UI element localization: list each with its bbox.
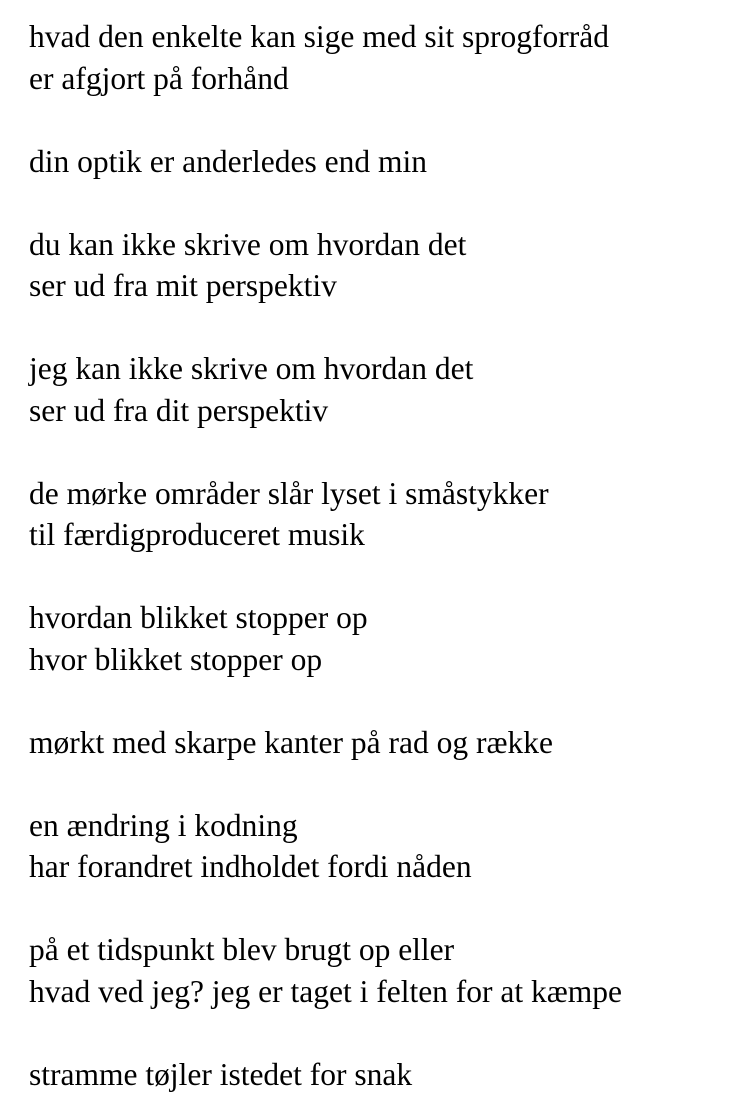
stanza (29, 473, 729, 556)
poem-line: en ændring i kodning (29, 807, 298, 843)
poem-line: din optik er anderledes end min (29, 143, 428, 179)
poem-line: på et tidspunkt blev brugt op eller (29, 932, 455, 967)
stanza (29, 1054, 729, 1096)
stanza (29, 348, 729, 431)
poem-line: hvordan blikket stopper op (29, 600, 368, 635)
poem-line: hvad den enkelte kan sige med sit sprogforråd (29, 19, 609, 54)
poem-line: er afgjort på forhånd (29, 60, 289, 96)
poem-line: mørkt med skarpe kanter på rad og række (29, 724, 553, 760)
stanza (29, 805, 729, 888)
poem-line: jeg kan ikke skrive om hvordan det (29, 351, 474, 386)
poem-line: stramme tøjler istedet for snak (29, 1056, 413, 1092)
stanza (29, 224, 729, 307)
poem-line: de mørke områder slår lyset i småstykker (29, 475, 549, 511)
poem-line: hvad ved jeg? jeg er taget i felten for at kæmpe (29, 973, 623, 1009)
stanza (29, 141, 729, 183)
poem-line: ser ud fra mit perspektiv (29, 268, 337, 303)
stanza (29, 597, 729, 680)
poem-line: ser ud fra dit perspektiv (29, 392, 329, 428)
poem-text (29, 16, 729, 1095)
poem-line: har forandret indholdet fordi nåden (29, 849, 472, 884)
poem-line: hvor blikket stopper op (29, 641, 323, 677)
poem-line: du kan ikke skrive om hvordan det (29, 226, 467, 262)
poem-line: til færdigproduceret musik (29, 517, 365, 552)
stanza (29, 722, 729, 764)
stanza (29, 929, 729, 1012)
stanza (29, 16, 729, 99)
